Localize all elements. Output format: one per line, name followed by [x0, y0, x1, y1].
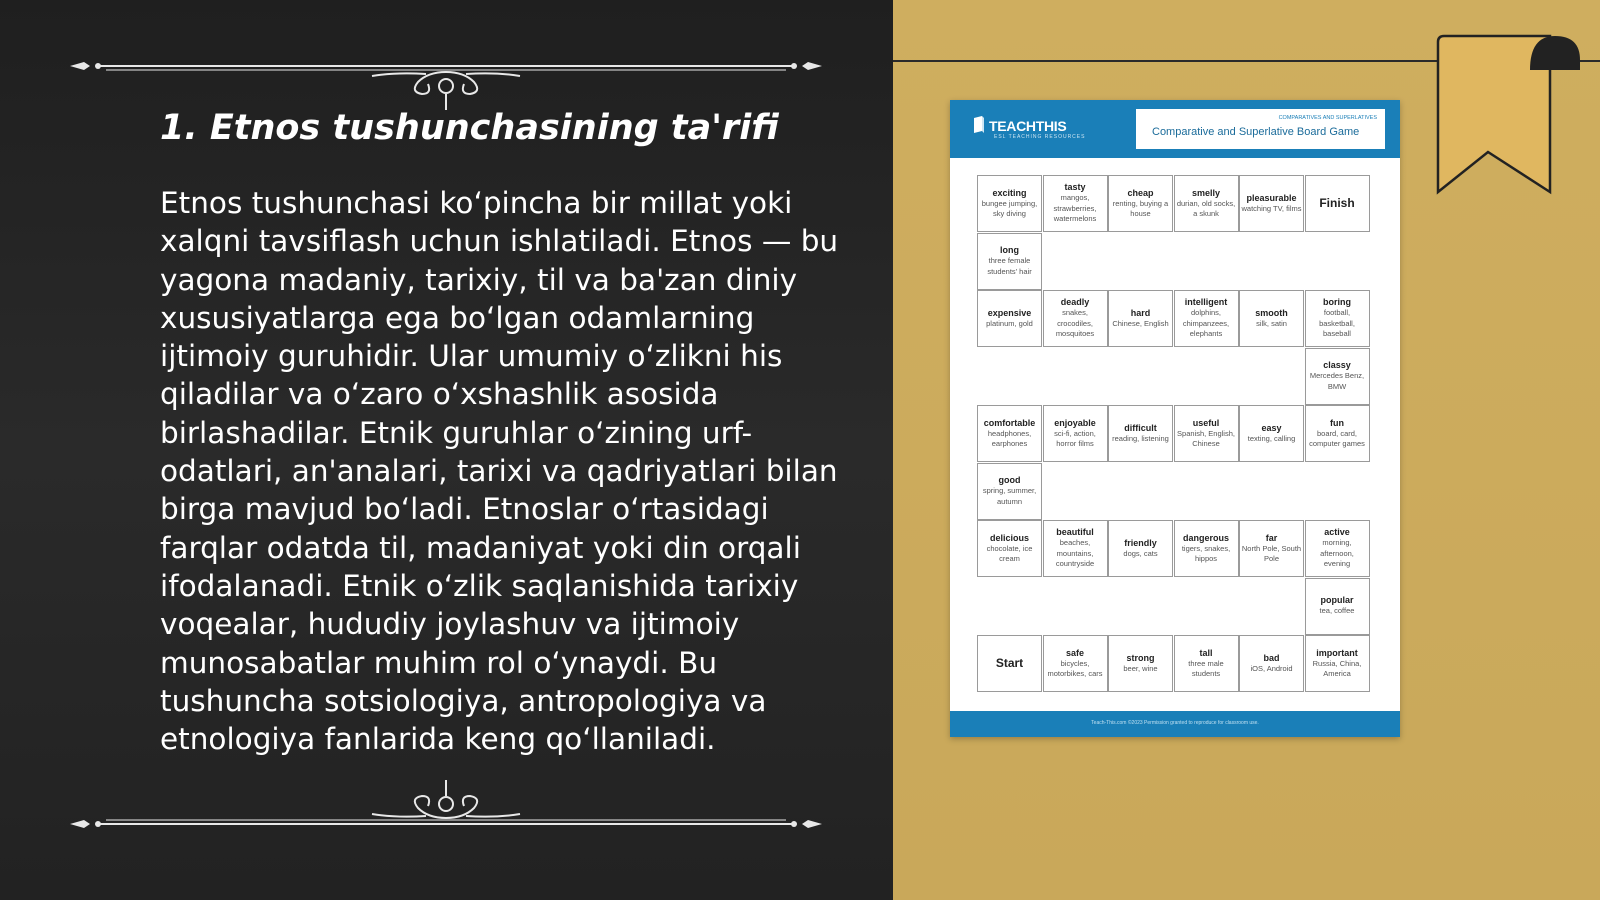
board-square-hint: bicycles, motorbikes, cars	[1047, 658, 1103, 678]
board-square	[977, 520, 1042, 577]
brand-tagline: ESL TEACHING RESOURCES	[994, 134, 1086, 140]
board-square	[1239, 635, 1304, 692]
board-square	[977, 233, 1042, 290]
board-square-hint: Mercedes Benz, BMW	[1309, 371, 1365, 391]
board-square-word: tasty	[1064, 182, 1086, 193]
board-square-hint: silk, satin	[1256, 318, 1287, 328]
board-square	[1108, 635, 1173, 692]
board-square-word: hard	[1130, 307, 1151, 318]
board-square	[1305, 520, 1370, 577]
board-square-word: deadly	[1060, 297, 1090, 308]
worksheet-kicker: COMPARATIVES AND SUPERLATIVES	[1278, 115, 1377, 121]
board-square-hint: watching TV, films	[1241, 203, 1302, 213]
board-square-word: safe	[1065, 647, 1084, 658]
board-square	[977, 463, 1042, 520]
board-square-hint: mangos, strawberries, watermelons	[1053, 193, 1097, 224]
board-square-hint: dogs, cats	[1123, 548, 1158, 558]
board-square-word: easy	[1261, 422, 1282, 433]
slide-title: 1. Etnos tushunchasining ta'rifi	[160, 108, 779, 148]
board-square-word: strong	[1126, 652, 1155, 663]
board-square	[1239, 520, 1304, 577]
board-square	[1305, 405, 1370, 462]
board-square	[1043, 520, 1108, 577]
board-square-hint: three female students' hair	[987, 256, 1032, 276]
board-square-word: smelly	[1191, 187, 1221, 198]
board-square	[977, 290, 1042, 347]
board-square-word: fun	[1330, 417, 1344, 428]
board-square-hint: beer, wine	[1123, 663, 1158, 673]
board-square-hint: bungee jumping, sky diving	[981, 198, 1038, 218]
board-square-word: boring	[1323, 297, 1351, 308]
board-square	[1108, 290, 1173, 347]
board-square-word: beautiful	[1056, 527, 1094, 538]
worksheet-header	[950, 100, 1400, 158]
board-square-hint: tea, coffee	[1319, 606, 1355, 616]
board-square-word: Start	[995, 656, 1024, 670]
board-square-word: cheap	[1127, 187, 1154, 198]
board-square	[1108, 175, 1173, 232]
board-square-word: Finish	[1319, 196, 1355, 210]
board-square-word: good	[998, 475, 1021, 485]
board-square-hint: Russia, China, America	[1312, 658, 1362, 678]
board-square-hint: reading, listening	[1112, 433, 1169, 443]
board-square-hint: morning, afternoon, evening	[1320, 538, 1354, 569]
top-divider-ornament	[66, 50, 826, 110]
board-square-hint: Chinese, English	[1112, 318, 1169, 328]
board-square-word: long	[1000, 245, 1019, 255]
worksheet-footer	[950, 711, 1400, 737]
board-square-word: difficult	[1124, 422, 1157, 433]
board-square	[1108, 405, 1173, 462]
board-square-hint: dolphins, chimpanzees, elephants	[1182, 308, 1230, 339]
board-square	[1239, 290, 1304, 347]
board-square	[1239, 175, 1304, 232]
board-square	[977, 405, 1042, 462]
brand-name: TEACHTHIS	[989, 118, 1067, 134]
board-square	[1043, 405, 1108, 462]
board-square-word: friendly	[1124, 537, 1157, 548]
board-square-hint: beaches, mountains, countryside	[1055, 538, 1095, 569]
board-square-hint: three male students	[1188, 658, 1224, 678]
board-square-word: far	[1265, 532, 1278, 543]
board-square-hint: iOS, Android	[1250, 663, 1293, 673]
board-square-hint: durian, old socks, a skunk	[1176, 198, 1236, 218]
brand-logo	[972, 116, 1066, 134]
board-square-hint: chocolate, ice cream	[986, 543, 1033, 563]
board-square-hint: football, basketball, baseball	[1319, 308, 1355, 339]
board-square	[1043, 635, 1108, 692]
board-square	[1174, 635, 1239, 692]
worksheet-title: Comparative and Superlative Board Game	[1152, 126, 1360, 138]
board-square-word: active	[1324, 527, 1350, 538]
board-square	[1305, 635, 1370, 692]
bottom-divider-ornament	[66, 776, 826, 836]
board-square-hint: spring, summer, autumn	[982, 486, 1037, 506]
board-square-word: dangerous	[1182, 532, 1229, 543]
board-square	[1239, 405, 1304, 462]
board-square-word: smooth	[1255, 307, 1288, 318]
board-square	[1174, 175, 1239, 232]
board-square-hint: tigers, snakes, hippos	[1181, 543, 1231, 563]
board-square	[1174, 520, 1239, 577]
board-square	[1305, 348, 1370, 405]
slide-body-text: Etnos tushunchasi koʻpincha bir millat yoki xalqni tavsiflash uchun ishlatiladi. Etnos — bu yagona madaniy, tarixiy, til va ba'zan diniy xususiyatlarga ega boʻlgan odamlarning ijtimoiy guruhidir. Ular umumiy oʻzlikni his qiladilar va oʻzaro oʻxshashlik asosida birlashadilar. Etnik guruhlar oʻzining urf-odatlari, an'analari, tarixi va qadriyatlari bilan birga mavjud boʻladi. Etnoslar oʻrtasidagi farqlar odatda til, madaniyat yoki din orqali ifodalanadi. Etnik oʻzlik saqlanishida tarixiy voqealar, hududiy joylashuv va ijtimoiy munosabatlar muhim rol oʻynaydi. Bu tushuncha sotsiologiya, antropologiya va etnologiya fanlarida keng qoʻllaniladi.	[160, 186, 839, 757]
board-square-hint: platinum, gold	[986, 318, 1033, 328]
board-square-hint: Spanish, English, Chinese	[1177, 428, 1235, 448]
board-square-word: delicious	[989, 532, 1029, 543]
bookmark-icon	[1430, 30, 1600, 205]
board-square	[1108, 520, 1173, 577]
board-square	[1305, 175, 1370, 232]
board-square-word: tall	[1199, 647, 1213, 658]
worksheet-footer-text: Teach-This.com ©2023 Permission granted to reproduce for classroom use.	[1091, 720, 1259, 726]
board-square-word: expensive	[987, 307, 1032, 318]
board-square	[977, 175, 1042, 232]
board-square-word: important	[1316, 647, 1358, 658]
book-icon	[972, 116, 986, 134]
board-square-word: classy	[1323, 360, 1351, 370]
worksheet-title-box	[1136, 109, 1385, 149]
board-square-word: exciting	[992, 187, 1027, 198]
board-square	[977, 635, 1042, 692]
board-square-word: useful	[1192, 417, 1220, 428]
board-square-word: comfortable	[983, 417, 1036, 428]
board-square	[1043, 290, 1108, 347]
board-square	[1174, 405, 1239, 462]
board-square-hint: renting, buying a house	[1112, 198, 1169, 218]
board-square-word: pleasurable	[1246, 192, 1297, 203]
board-square-hint: sci-fi, action, horror films	[1054, 428, 1096, 448]
board-square-hint: North Pole, South Pole	[1241, 543, 1302, 563]
board-square-hint: board, card, computer games	[1309, 428, 1365, 448]
board-square	[1305, 578, 1370, 635]
board-square-hint: snakes, crocodiles, mosquitoes	[1055, 308, 1095, 339]
board-square-word: enjoyable	[1054, 417, 1096, 428]
board-square-word: popular	[1320, 595, 1354, 606]
board-square-hint: headphones, earphones	[987, 428, 1032, 448]
board-square-word: intelligent	[1184, 297, 1228, 308]
board-square-hint: texting, calling	[1247, 433, 1296, 443]
board-square-word: bad	[1263, 652, 1280, 663]
board-square	[1174, 290, 1239, 347]
board-square	[1305, 290, 1370, 347]
board-square	[1043, 175, 1108, 232]
board-game-worksheet-image	[950, 100, 1400, 737]
